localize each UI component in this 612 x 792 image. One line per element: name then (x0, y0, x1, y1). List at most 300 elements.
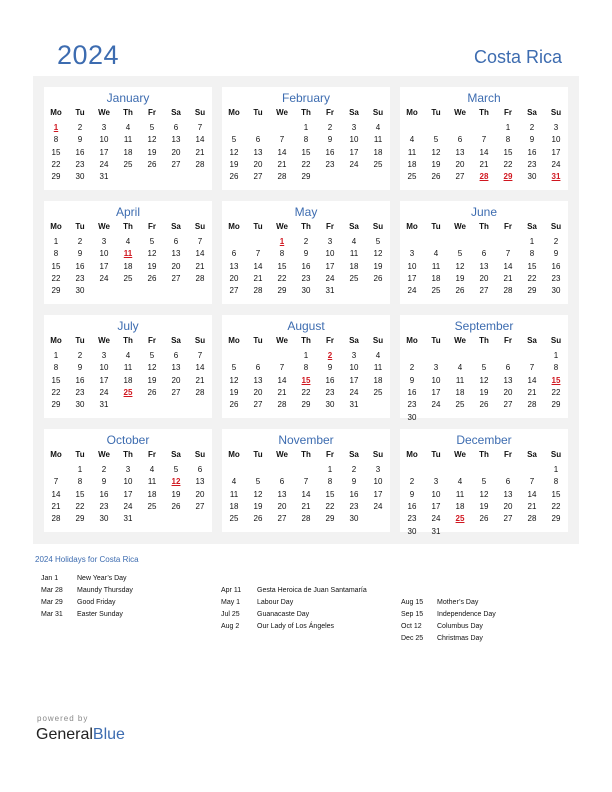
day-cell: 26 (373, 273, 383, 283)
weekday-header: We (276, 108, 288, 117)
day-cell: 24 (431, 400, 441, 410)
day-cell: 11 (373, 135, 383, 145)
weekday-header: We (276, 222, 288, 231)
day-cell: 22 (325, 501, 335, 511)
day-cell: 26 (147, 273, 157, 283)
brand-logo[interactable] (36, 726, 125, 744)
holiday-name: Mother’s Day (437, 599, 479, 606)
day-cell: 30 (407, 412, 417, 422)
weekday-header: Tu (75, 336, 85, 345)
weekday-header: Mo (228, 108, 240, 117)
day-cell: 14 (195, 249, 205, 259)
weekday-header: Fr (326, 108, 334, 117)
day-cell: 1 (303, 123, 309, 132)
day-cell: 22 (301, 159, 311, 169)
day-cell: 16 (349, 489, 359, 499)
day-cell: 7 (255, 249, 261, 259)
day-cell: 3 (409, 249, 415, 259)
weekday-header: Fr (504, 336, 512, 345)
holiday-name: Maundy Thursday (77, 587, 133, 594)
day-cell: 18 (455, 501, 465, 511)
weekday-header: Sa (171, 336, 181, 345)
day-cell: 8 (505, 135, 511, 145)
day-cell: 4 (125, 237, 131, 246)
day-cell: 21 (301, 501, 311, 511)
month-july (44, 315, 212, 418)
day-cell: 24 (99, 273, 109, 283)
holiday-row (401, 635, 581, 647)
month-name: May (294, 205, 318, 219)
weekday-header: Su (194, 336, 206, 345)
day-cell: 3 (327, 237, 333, 246)
weekday-header: We (454, 108, 466, 117)
day-cell: 18 (147, 489, 157, 499)
month-name: June (470, 205, 498, 219)
holiday-date: Apr 11 (221, 587, 242, 594)
day-cell: 5 (433, 135, 439, 145)
day-cell: 27 (253, 400, 263, 410)
day-cell: 13 (503, 489, 513, 499)
weekday-header: Sa (171, 108, 181, 117)
day-cell: 30 (75, 400, 85, 410)
holiday-name: New Year’s Day (77, 575, 127, 582)
day-cell: 21 (479, 159, 489, 169)
day-cell: 20 (479, 273, 489, 283)
weekday-header: Th (301, 450, 311, 459)
day-cell: 5 (231, 363, 237, 373)
day-cell: 25 (455, 400, 465, 410)
weekday-header: Tu (75, 450, 85, 459)
weekday-header: Th (301, 108, 311, 117)
weekday-header: Sa (527, 450, 537, 459)
day-cell: 7 (197, 237, 203, 246)
holiday-name: Good Friday (77, 599, 116, 606)
day-cell: 16 (325, 147, 335, 157)
holiday-day-cell: 15 (301, 375, 311, 385)
weekday-header: Sa (171, 450, 181, 459)
month-january (44, 87, 212, 190)
weekday-header: Th (479, 222, 489, 231)
day-cell: 6 (255, 363, 261, 373)
day-cell: 17 (407, 273, 417, 283)
day-cell: 2 (409, 477, 415, 487)
weekday-header: Su (372, 108, 384, 117)
day-cell: 10 (373, 477, 383, 487)
day-cell: 2 (553, 237, 559, 246)
month-december (400, 429, 568, 536)
day-cell: 20 (503, 387, 513, 397)
holiday-row (41, 599, 221, 611)
day-cell: 12 (373, 249, 383, 259)
day-cell: 29 (325, 514, 335, 524)
day-cell: 9 (351, 477, 357, 487)
day-cell: 18 (455, 387, 465, 397)
day-cell: 15 (551, 489, 561, 499)
day-cell: 20 (253, 159, 263, 169)
day-cell: 10 (99, 135, 109, 145)
day-cell: 27 (253, 172, 263, 182)
holiday-name: Labour Day (257, 599, 294, 606)
holiday-day-cell: 25 (455, 514, 465, 524)
day-cell: 4 (125, 351, 131, 360)
weekday-header: We (98, 450, 110, 459)
day-cell: 19 (229, 387, 239, 397)
day-cell: 18 (407, 159, 417, 169)
day-cell: 25 (147, 501, 157, 511)
day-cell: 12 (455, 261, 465, 271)
day-cell: 9 (553, 249, 559, 259)
day-cell: 11 (373, 363, 383, 373)
day-cell: 21 (503, 273, 513, 283)
day-cell: 1 (529, 237, 535, 246)
weekday-header: We (276, 336, 288, 345)
month-september (400, 315, 568, 422)
holiday-row (221, 587, 401, 599)
day-cell: 3 (351, 123, 357, 132)
day-cell: 19 (479, 387, 489, 397)
weekday-header: Sa (527, 336, 537, 345)
day-cell: 13 (229, 261, 239, 271)
holiday-date: Aug 15 (401, 599, 424, 606)
day-cell: 4 (457, 477, 463, 487)
day-cell: 11 (407, 147, 417, 157)
weekday-header: Tu (253, 336, 263, 345)
day-cell: 17 (551, 147, 561, 157)
day-cell: 25 (123, 159, 133, 169)
day-cell: 18 (123, 261, 133, 271)
day-cell: 3 (375, 465, 381, 474)
month-name: July (117, 319, 139, 333)
day-cell: 2 (303, 237, 309, 246)
day-cell: 24 (407, 286, 417, 296)
day-cell: 8 (327, 477, 333, 487)
day-cell: 23 (407, 514, 417, 524)
weekday-header: Th (123, 108, 133, 117)
day-cell: 17 (349, 147, 359, 157)
day-cell: 21 (277, 387, 287, 397)
day-cell: 5 (255, 477, 261, 487)
day-cell: 3 (125, 465, 131, 474)
month-name: September (454, 319, 514, 333)
holiday-day-cell: 15 (551, 375, 561, 385)
day-cell: 11 (455, 489, 465, 499)
day-cell: 9 (77, 249, 83, 259)
day-cell: 14 (195, 135, 205, 145)
day-cell: 15 (503, 147, 513, 157)
day-cell: 3 (433, 477, 439, 487)
day-cell: 14 (301, 489, 311, 499)
day-cell: 17 (431, 501, 441, 511)
weekday-header: Mo (406, 108, 418, 117)
holiday-name: Guanacaste Day (257, 611, 310, 618)
day-cell: 18 (123, 147, 133, 157)
day-cell: 6 (173, 237, 179, 246)
day-cell: 6 (231, 249, 237, 259)
month-name: April (115, 205, 140, 219)
weekday-header: Th (301, 336, 311, 345)
day-cell: 30 (407, 526, 417, 536)
day-cell: 19 (229, 159, 239, 169)
day-cell: 22 (51, 273, 61, 283)
holiday-day-cell: 31 (551, 172, 561, 182)
day-cell: 13 (479, 261, 489, 271)
day-cell: 5 (149, 123, 155, 132)
holiday-name: Easter Sunday (77, 611, 123, 618)
day-cell: 21 (527, 501, 537, 511)
day-cell: 10 (325, 249, 335, 259)
day-cell: 27 (171, 387, 181, 397)
day-cell: 30 (325, 400, 335, 410)
month-april (44, 201, 212, 304)
day-cell: 24 (123, 501, 133, 511)
weekday-header: Mo (228, 336, 240, 345)
day-cell: 1 (303, 351, 309, 360)
day-cell: 5 (481, 363, 487, 373)
month-name: August (287, 319, 325, 333)
day-cell: 10 (431, 489, 441, 499)
day-cell: 31 (123, 514, 133, 524)
holiday-day-cell: 1 (53, 123, 59, 132)
day-cell: 19 (147, 261, 157, 271)
day-cell: 24 (551, 159, 561, 169)
day-cell: 5 (173, 465, 179, 474)
holiday-day-cell: 11 (123, 249, 133, 259)
day-cell: 23 (325, 387, 335, 397)
day-cell: 30 (99, 514, 109, 524)
day-cell: 4 (149, 465, 155, 474)
day-cell: 24 (99, 159, 109, 169)
day-cell: 19 (147, 375, 157, 385)
day-cell: 22 (301, 387, 311, 397)
day-cell: 18 (431, 273, 441, 283)
day-cell: 13 (277, 489, 287, 499)
weekday-header: Tu (431, 108, 441, 117)
day-cell: 29 (277, 286, 287, 296)
holiday-name: Our Lady of Los Ángeles (257, 623, 335, 630)
powered-by-text: powered by (37, 714, 89, 723)
day-cell: 17 (99, 375, 109, 385)
day-cell: 11 (123, 363, 133, 373)
country-title: Costa Rica (473, 47, 562, 67)
day-cell: 14 (51, 489, 61, 499)
day-cell: 27 (503, 400, 513, 410)
month-name: January (106, 91, 150, 105)
day-cell: 8 (53, 249, 59, 259)
holiday-day-cell: 1 (279, 237, 285, 246)
day-cell: 20 (195, 489, 205, 499)
day-cell: 22 (503, 159, 513, 169)
day-cell: 28 (195, 387, 205, 397)
month-november (222, 429, 390, 532)
day-cell: 10 (99, 249, 109, 259)
weekday-header: Sa (349, 222, 359, 231)
day-cell: 29 (51, 400, 61, 410)
day-cell: 2 (327, 123, 333, 132)
holiday-column (401, 599, 581, 647)
weekday-header: Th (123, 222, 133, 231)
day-cell: 7 (197, 123, 203, 132)
day-cell: 19 (431, 159, 441, 169)
day-cell: 9 (303, 249, 309, 259)
day-cell: 23 (325, 159, 335, 169)
weekday-header: We (98, 108, 110, 117)
day-cell: 8 (303, 363, 309, 373)
day-cell: 29 (75, 514, 85, 524)
weekday-header: Fr (326, 450, 334, 459)
month-october (44, 429, 212, 532)
day-cell: 7 (53, 477, 59, 487)
weekday-header: Mo (228, 222, 240, 231)
day-cell: 15 (75, 489, 85, 499)
day-cell: 28 (253, 286, 263, 296)
day-cell: 9 (77, 363, 83, 373)
day-cell: 4 (125, 123, 131, 132)
weekday-header: Su (372, 336, 384, 345)
weekday-header: Su (194, 222, 206, 231)
day-cell: 12 (147, 363, 157, 373)
day-cell: 5 (231, 135, 237, 145)
day-cell: 6 (173, 123, 179, 132)
day-cell: 23 (75, 273, 85, 283)
weekday-header: Tu (431, 222, 441, 231)
day-cell: 29 (51, 286, 61, 296)
day-cell: 14 (479, 147, 489, 157)
day-cell: 28 (277, 400, 287, 410)
day-cell: 12 (479, 489, 489, 499)
day-cell: 12 (253, 489, 263, 499)
weekday-header: Fr (326, 222, 334, 231)
day-cell: 20 (455, 159, 465, 169)
day-cell: 21 (51, 501, 61, 511)
weekday-header: Tu (75, 222, 85, 231)
holiday-row (41, 587, 221, 599)
holiday-column (41, 575, 221, 623)
day-cell: 6 (255, 135, 261, 145)
day-cell: 29 (527, 286, 537, 296)
weekday-header: Sa (527, 222, 537, 231)
day-cell: 25 (229, 514, 239, 524)
day-cell: 10 (349, 363, 359, 373)
day-cell: 23 (75, 387, 85, 397)
day-cell: 6 (279, 477, 285, 487)
day-cell: 30 (301, 286, 311, 296)
day-cell: 15 (301, 147, 311, 157)
day-cell: 3 (433, 363, 439, 373)
day-cell: 7 (303, 477, 309, 487)
day-cell: 26 (229, 172, 239, 182)
weekday-header: Mo (50, 108, 62, 117)
day-cell: 20 (171, 147, 181, 157)
day-cell: 15 (277, 261, 287, 271)
day-cell: 4 (231, 477, 237, 487)
day-cell: 31 (349, 400, 359, 410)
weekday-header: Th (301, 222, 311, 231)
holiday-name: Independence Day (437, 611, 496, 618)
day-cell: 13 (195, 477, 205, 487)
day-cell: 14 (277, 147, 287, 157)
weekday-header: Mo (406, 222, 418, 231)
day-cell: 26 (431, 172, 441, 182)
day-cell: 3 (101, 237, 107, 246)
holiday-date: Mar 29 (41, 599, 63, 606)
day-cell: 23 (407, 400, 417, 410)
day-cell: 26 (479, 400, 489, 410)
day-cell: 17 (325, 261, 335, 271)
day-cell: 4 (433, 249, 439, 259)
weekday-header: Mo (50, 222, 62, 231)
day-cell: 18 (373, 375, 383, 385)
holiday-row (221, 611, 401, 623)
day-cell: 27 (479, 286, 489, 296)
day-cell: 7 (279, 135, 285, 145)
year-title: 2024 (57, 40, 120, 70)
weekday-header: Th (479, 450, 489, 459)
day-cell: 7 (197, 351, 203, 360)
holiday-date: Mar 28 (41, 587, 63, 594)
day-cell: 18 (229, 501, 239, 511)
day-cell: 7 (481, 135, 487, 145)
day-cell: 4 (375, 123, 381, 132)
day-cell: 17 (99, 261, 109, 271)
month-name: October (106, 433, 150, 447)
holiday-date: Mar 31 (41, 611, 63, 618)
weekday-header: Tu (253, 222, 263, 231)
day-cell: 9 (409, 489, 415, 499)
day-cell: 7 (505, 249, 511, 259)
day-cell: 23 (75, 159, 85, 169)
day-cell: 1 (77, 465, 83, 474)
day-cell: 17 (373, 489, 383, 499)
day-cell: 13 (253, 375, 263, 385)
day-cell: 7 (279, 363, 285, 373)
weekday-header: Fr (504, 108, 512, 117)
day-cell: 10 (431, 375, 441, 385)
day-cell: 21 (195, 147, 205, 157)
weekday-header: Sa (349, 450, 359, 459)
day-cell: 4 (409, 135, 415, 145)
day-cell: 28 (51, 514, 61, 524)
day-cell: 4 (351, 237, 357, 246)
weekday-header: Sa (171, 222, 181, 231)
holiday-name: Christmas Day (437, 635, 483, 642)
weekday-header: Mo (50, 450, 62, 459)
holiday-column (221, 587, 401, 635)
day-cell: 26 (229, 400, 239, 410)
day-cell: 5 (481, 477, 487, 487)
day-cell: 11 (455, 375, 465, 385)
day-cell: 20 (171, 261, 181, 271)
day-cell: 10 (349, 135, 359, 145)
weekday-header: Fr (504, 222, 512, 231)
day-cell: 3 (351, 351, 357, 360)
weekday-header: Th (479, 108, 489, 117)
day-cell: 26 (171, 501, 181, 511)
holiday-day-cell: 28 (479, 172, 489, 182)
day-cell: 30 (551, 286, 561, 296)
day-cell: 21 (253, 273, 263, 283)
day-cell: 18 (349, 261, 359, 271)
day-cell: 5 (149, 351, 155, 360)
holiday-date: Aug 2 (221, 623, 240, 630)
day-cell: 15 (51, 261, 61, 271)
day-cell: 14 (277, 375, 287, 385)
day-cell: 6 (173, 351, 179, 360)
day-cell: 27 (195, 501, 205, 511)
day-cell: 5 (375, 237, 381, 246)
weekday-header: Th (123, 336, 133, 345)
day-cell: 17 (431, 387, 441, 397)
weekday-header: Su (372, 450, 384, 459)
